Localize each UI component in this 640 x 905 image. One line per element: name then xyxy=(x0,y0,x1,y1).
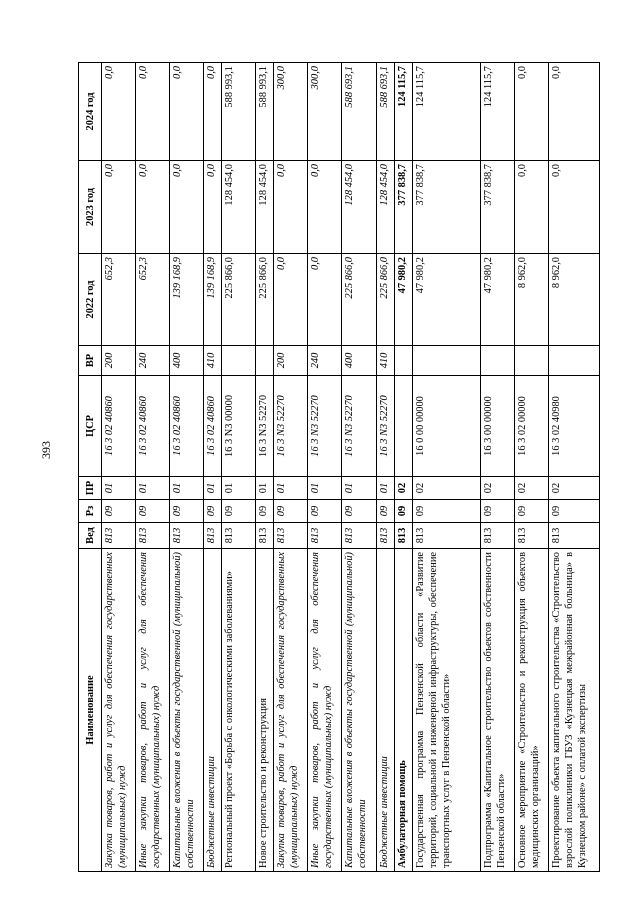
table-row xyxy=(308,63,342,872)
table-cell-2024: 0,0 xyxy=(102,63,136,161)
table-row xyxy=(514,63,548,872)
table-cell-rz: 09 xyxy=(308,500,342,523)
table-cell-2023: 0,0 xyxy=(514,161,548,254)
header-name: Наименование xyxy=(79,549,102,872)
table-cell-pr: 01 xyxy=(222,477,256,500)
table-cell-csr: 16 3 N3 52270 xyxy=(256,376,274,477)
table-cell-2024: 588 693,1 xyxy=(376,63,394,161)
table-cell-2022: 47 980,2 xyxy=(394,254,412,346)
table-cell-2023: 0,0 xyxy=(548,161,599,254)
table-header-row xyxy=(79,63,102,872)
table-cell-ved: 813 xyxy=(412,523,480,549)
table-cell-ved: 813 xyxy=(548,523,599,549)
table-cell-vr xyxy=(222,346,256,376)
table-cell-2022: 225 866,0 xyxy=(222,254,256,346)
table-cell-rz: 09 xyxy=(548,500,599,523)
table-cell-2022: 225 866,0 xyxy=(342,254,376,346)
table-cell-pr: 01 xyxy=(136,477,170,500)
table-cell-vr: 410 xyxy=(376,346,394,376)
table-cell-2024: 124 115,7 xyxy=(412,63,480,161)
table-cell-ved: 813 xyxy=(342,523,376,549)
table-cell-2024: 588 993,1 xyxy=(256,63,274,161)
table-cell-pr: 02 xyxy=(394,477,412,500)
table-cell-2022: 225 866,0 xyxy=(256,254,274,346)
table-cell-2024: 300,0 xyxy=(308,63,342,161)
header-csr: ЦСР xyxy=(79,376,102,477)
table-cell-ved: 813 xyxy=(102,523,136,549)
table-cell-2023: 0,0 xyxy=(274,161,308,254)
table-cell-name: Основное мероприятие «Строительство и реконструкция объектов медицинских организаций» xyxy=(514,549,548,872)
table-cell-2022: 0,0 xyxy=(274,254,308,346)
table-cell-ved: 813 xyxy=(308,523,342,549)
table-cell-ved: 813 xyxy=(170,523,204,549)
table-cell-rz: 09 xyxy=(514,500,548,523)
table-cell-vr xyxy=(548,346,599,376)
table-cell-ved: 813 xyxy=(480,523,514,549)
table-cell-rz: 09 xyxy=(480,500,514,523)
table-cell-csr: 16 0 00 00000 xyxy=(412,376,480,477)
table-cell-2024: 0,0 xyxy=(204,63,222,161)
budget-table xyxy=(78,62,600,872)
table-row xyxy=(222,63,256,872)
header-2022: 2022 год xyxy=(79,254,102,346)
table-cell-vr: 240 xyxy=(308,346,342,376)
table-cell-2022: 652,3 xyxy=(136,254,170,346)
table-cell-csr: 16 3 N3 52270 xyxy=(274,376,308,477)
header-2024: 2024 год xyxy=(79,63,102,161)
table-cell-rz: 09 xyxy=(412,500,480,523)
table-cell-2022: 139 168,9 xyxy=(204,254,222,346)
table-cell-pr: 02 xyxy=(412,477,480,500)
table-cell-vr: 400 xyxy=(170,346,204,376)
table-cell-vr: 410 xyxy=(204,346,222,376)
table-cell-2023: 377 838,7 xyxy=(480,161,514,254)
table-cell-2023: 0,0 xyxy=(102,161,136,254)
table-cell-name: Региональный проект «Борьба с онкологическими заболеваниями» xyxy=(222,549,256,872)
table-cell-ved: 813 xyxy=(204,523,222,549)
table-cell-vr xyxy=(394,346,412,376)
table-cell-2023: 0,0 xyxy=(170,161,204,254)
table-cell-2023: 128 454,0 xyxy=(376,161,394,254)
table-cell-pr: 01 xyxy=(102,477,136,500)
table-cell-csr: 16 3 02 40980 xyxy=(548,376,599,477)
table-cell-vr xyxy=(480,346,514,376)
table-row xyxy=(274,63,308,872)
table-cell-name: Амбулаторная помощь xyxy=(394,549,412,872)
header-ved: Вед xyxy=(79,523,102,549)
table-cell-2023: 128 454,0 xyxy=(256,161,274,254)
table-cell-2022: 225 866,0 xyxy=(376,254,394,346)
table-cell-name: Капитальные вложения в объекты государственной (муниципальной) собственности xyxy=(342,549,376,872)
table-cell-2022: 139 168,9 xyxy=(170,254,204,346)
table-cell-2023: 377 838,7 xyxy=(412,161,480,254)
table-cell-vr: 240 xyxy=(136,346,170,376)
table-cell-rz: 09 xyxy=(204,500,222,523)
table-cell-csr: 16 3 02 40860 xyxy=(170,376,204,477)
table-cell-name: Иные закупки товаров, работ и услуг для обеспечения государственных (муниципальных) нужд xyxy=(308,549,342,872)
table-row xyxy=(412,63,480,872)
table-cell-pr: 01 xyxy=(274,477,308,500)
table-cell-rz: 09 xyxy=(342,500,376,523)
table-cell-csr: 16 3 N3 00000 xyxy=(222,376,256,477)
table-cell-rz: 09 xyxy=(136,500,170,523)
table-cell-2023: 0,0 xyxy=(308,161,342,254)
table-cell-name: Бюджетные инвестиции xyxy=(204,549,222,872)
table-row xyxy=(136,63,170,872)
table-cell-name: Подпрограмма «Капитальное строительство объектов собственности Пензенской области» xyxy=(480,549,514,872)
table-row xyxy=(102,63,136,872)
table-cell-ved: 813 xyxy=(274,523,308,549)
table-cell-2022: 0,0 xyxy=(308,254,342,346)
table-cell-ved: 813 xyxy=(376,523,394,549)
table-cell-2022: 652,3 xyxy=(102,254,136,346)
table-cell-pr: 02 xyxy=(514,477,548,500)
table-cell-ved: 813 xyxy=(256,523,274,549)
table-cell-pr: 01 xyxy=(204,477,222,500)
table-cell-pr: 02 xyxy=(548,477,599,500)
table-cell-2024: 300,0 xyxy=(274,63,308,161)
table-cell-csr: 16 3 02 40860 xyxy=(136,376,170,477)
table-cell-pr: 01 xyxy=(376,477,394,500)
table-row xyxy=(376,63,394,872)
table-cell-rz: 09 xyxy=(222,500,256,523)
table-cell-2023: 128 454,0 xyxy=(342,161,376,254)
table-cell-2024: 0,0 xyxy=(170,63,204,161)
table-cell-csr: 16 3 N3 52270 xyxy=(308,376,342,477)
table-cell-2024: 124 115,7 xyxy=(480,63,514,161)
table-cell-rz: 09 xyxy=(256,500,274,523)
table-cell-vr: 200 xyxy=(102,346,136,376)
table-cell-2022: 8 962,0 xyxy=(514,254,548,346)
table-cell-pr: 01 xyxy=(256,477,274,500)
table-cell-csr: 16 3 02 00000 xyxy=(514,376,548,477)
table-cell-name: Новое строительство и реконструкция xyxy=(256,549,274,872)
table-cell-rz: 09 xyxy=(376,500,394,523)
header-pr: ПР xyxy=(79,477,102,500)
table-cell-pr: 02 xyxy=(480,477,514,500)
table-cell-csr: 16 3 N3 52270 xyxy=(376,376,394,477)
table-cell-name: Закупка товаров, работ и услуг для обеспечения государственных (муниципальных) нужд xyxy=(274,549,308,872)
table-cell-pr: 01 xyxy=(170,477,204,500)
table-cell-2024: 588 693,1 xyxy=(342,63,376,161)
table-cell-2023: 128 454,0 xyxy=(222,161,256,254)
header-2023: 2023 год xyxy=(79,161,102,254)
table-cell-rz: 09 xyxy=(170,500,204,523)
table-cell-2024: 0,0 xyxy=(548,63,599,161)
table-cell-name: Проектирование объекта капитального строительства «Строительство взрослой поликлиники ГБУЗ «Кузнецкая межрайонная больница» в Кузнецком районе» с оплатой экспертизы xyxy=(548,549,599,872)
table-cell-vr xyxy=(256,346,274,376)
table-cell-name: Капитальные вложения в объекты государственной (муниципальной) собственности xyxy=(170,549,204,872)
table-cell-2023: 0,0 xyxy=(136,161,170,254)
budget-table-rotated xyxy=(78,63,600,872)
table-cell-rz: 09 xyxy=(274,500,308,523)
page-number: 393 xyxy=(38,441,53,459)
table-cell-2022: 8 962,0 xyxy=(548,254,599,346)
table-row xyxy=(548,63,599,872)
header-rz: Рз xyxy=(79,500,102,523)
table-cell-ved: 813 xyxy=(514,523,548,549)
table-cell-name: Закупка товаров, работ и услуг для обеспечения государственных (муниципальных) нужд xyxy=(102,549,136,872)
table-cell-vr xyxy=(514,346,548,376)
table-cell-2022: 47 980,2 xyxy=(412,254,480,346)
table-cell-vr xyxy=(412,346,480,376)
table-cell-vr: 200 xyxy=(274,346,308,376)
table-cell-vr: 400 xyxy=(342,346,376,376)
table-cell-pr: 01 xyxy=(342,477,376,500)
table-cell-name: Бюджетные инвестиции xyxy=(376,549,394,872)
table-cell-name: Государственная программа Пензенской области «Развитие территорий, социальной и инженерной инфраструктуры, обеспечение транспортных услуг в Пензенской области» xyxy=(412,549,480,872)
table-cell-2023: 0,0 xyxy=(204,161,222,254)
table-cell-2022: 47 980,2 xyxy=(480,254,514,346)
table-cell-ved: 813 xyxy=(222,523,256,549)
table-cell-2024: 588 993,1 xyxy=(222,63,256,161)
table-cell-ved: 813 xyxy=(394,523,412,549)
table-cell-csr xyxy=(394,376,412,477)
table-cell-csr: 16 3 02 40860 xyxy=(204,376,222,477)
table-cell-csr: 16 3 N3 52270 xyxy=(342,376,376,477)
table-row xyxy=(394,63,412,872)
table-row xyxy=(204,63,222,872)
table-cell-pr: 01 xyxy=(308,477,342,500)
table-row xyxy=(170,63,204,872)
table-cell-csr: 16 3 00 00000 xyxy=(480,376,514,477)
table-cell-2023: 377 838,7 xyxy=(394,161,412,254)
table-cell-csr: 16 3 02 40860 xyxy=(102,376,136,477)
table-row xyxy=(342,63,376,872)
table-cell-2024: 124 115,7 xyxy=(394,63,412,161)
table-row xyxy=(256,63,274,872)
table-cell-rz: 09 xyxy=(102,500,136,523)
table-cell-name: Иные закупки товаров, работ и услуг для обеспечения государственных (муниципальных) нужд xyxy=(136,549,170,872)
table-cell-2024: 0,0 xyxy=(136,63,170,161)
table-cell-2024: 0,0 xyxy=(514,63,548,161)
header-vr: ВР xyxy=(79,346,102,376)
table-cell-rz: 09 xyxy=(394,500,412,523)
table-row xyxy=(480,63,514,872)
table-cell-ved: 813 xyxy=(136,523,170,549)
